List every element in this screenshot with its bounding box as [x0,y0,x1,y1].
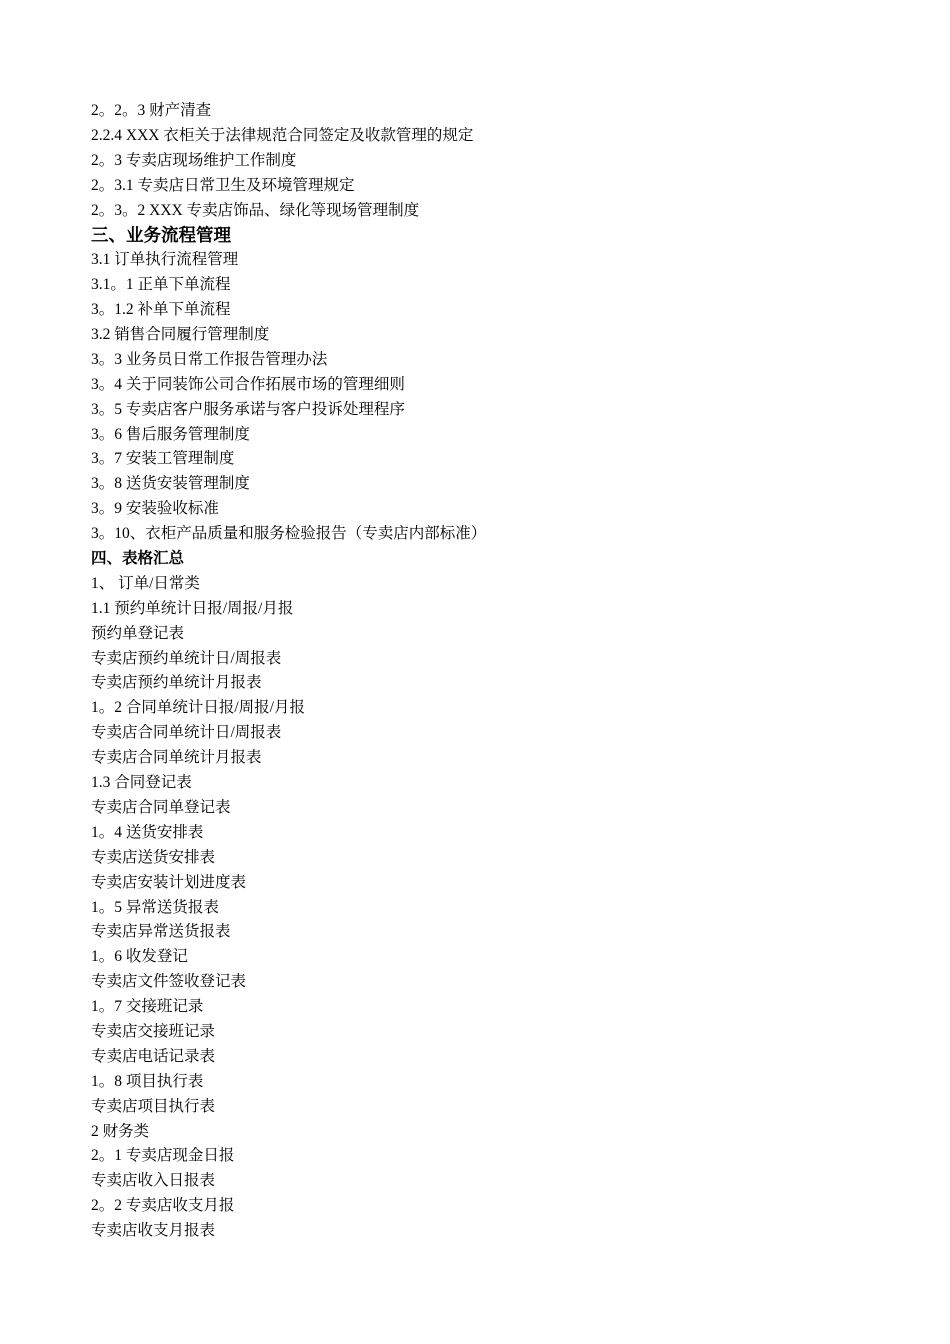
text-line: 专卖店合同单统计日/周报表 [91,724,282,742]
text-line: 1。4 送货安排表 [91,823,204,841]
text-line: 预约单登记表 [91,624,185,642]
text-line: 3.1。1 正单下单流程 [91,276,231,294]
text-line: 3。8 送货安装管理制度 [91,475,250,493]
text-line: 1。2 合同单统计日报/周报/月报 [91,699,305,717]
text-line: 专卖店预约单统计月报表 [91,674,262,692]
text-line: 专卖店交接班记录 [91,1022,216,1040]
text-line: 2.2.4 XXX 衣柜关于法律规范合同签定及收款管理的规定 [91,126,474,144]
text-line: 专卖店收入日报表 [91,1172,216,1190]
text-line: 1.1 预约单统计日报/周报/月报 [91,599,294,617]
section-heading: 四、表格汇总 [91,550,185,568]
text-line: 2。3.1 专卖店日常卫生及环境管理规定 [91,176,355,194]
section-heading: 三、业务流程管理 [91,225,231,246]
text-line: 专卖店电话记录表 [91,1047,216,1065]
text-line: 专卖店项目执行表 [91,1097,216,1115]
text-line: 3。10、衣柜产品质量和服务检验报告（专卖店内部标准） [91,525,487,543]
text-line: 1。8 项目执行表 [91,1072,204,1090]
text-line: 3。5 专卖店客户服务承诺与客户投诉处理程序 [91,400,405,418]
text-line: 专卖店异常送货报表 [91,923,231,941]
text-line: 2。2 专卖店收支月报 [91,1197,235,1215]
text-line: 专卖店收支月报表 [91,1222,216,1240]
text-line: 2。1 专卖店现金日报 [91,1147,235,1165]
text-line: 3。9 安装验收标准 [91,500,219,518]
text-line: 1。5 异常送货报表 [91,898,219,916]
text-line: 1。7 交接班记录 [91,998,204,1016]
text-line: 1.3 合同登记表 [91,774,192,792]
text-line: 专卖店合同单登记表 [91,798,231,816]
text-line: 专卖店文件签收登记表 [91,973,247,991]
text-line: 3。7 安装工管理制度 [91,450,235,468]
text-line: 2。3 专卖店现场维护工作制度 [91,151,297,169]
text-line: 2。2。3 财产清查 [91,102,212,119]
text-line: 1、 订单/日常类 [91,574,200,592]
text-line: 3。1.2 补单下单流程 [91,301,231,319]
text-line: 3。6 售后服务管理制度 [91,425,250,443]
text-line: 专卖店合同单统计月报表 [91,749,262,767]
text-line: 1。6 收发登记 [91,948,188,966]
text-line: 专卖店送货安排表 [91,848,216,866]
document-page [91,99,871,1244]
text-line: 3。3 业务员日常工作报告管理办法 [91,350,328,368]
text-line: 3.2 销售合同履行管理制度 [91,326,270,344]
text-line: 3.1 订单执行流程管理 [91,251,239,269]
text-line: 专卖店安装计划进度表 [91,873,247,891]
text-line: 2 财务类 [91,1122,150,1140]
text-line: 专卖店预约单统计日/周报表 [91,649,282,667]
text-line: 2。3。2 XXX 专卖店饰品、绿化等现场管理制度 [91,201,420,219]
text-line: 3。4 关于同装饰公司合作拓展市场的管理细则 [91,375,405,393]
